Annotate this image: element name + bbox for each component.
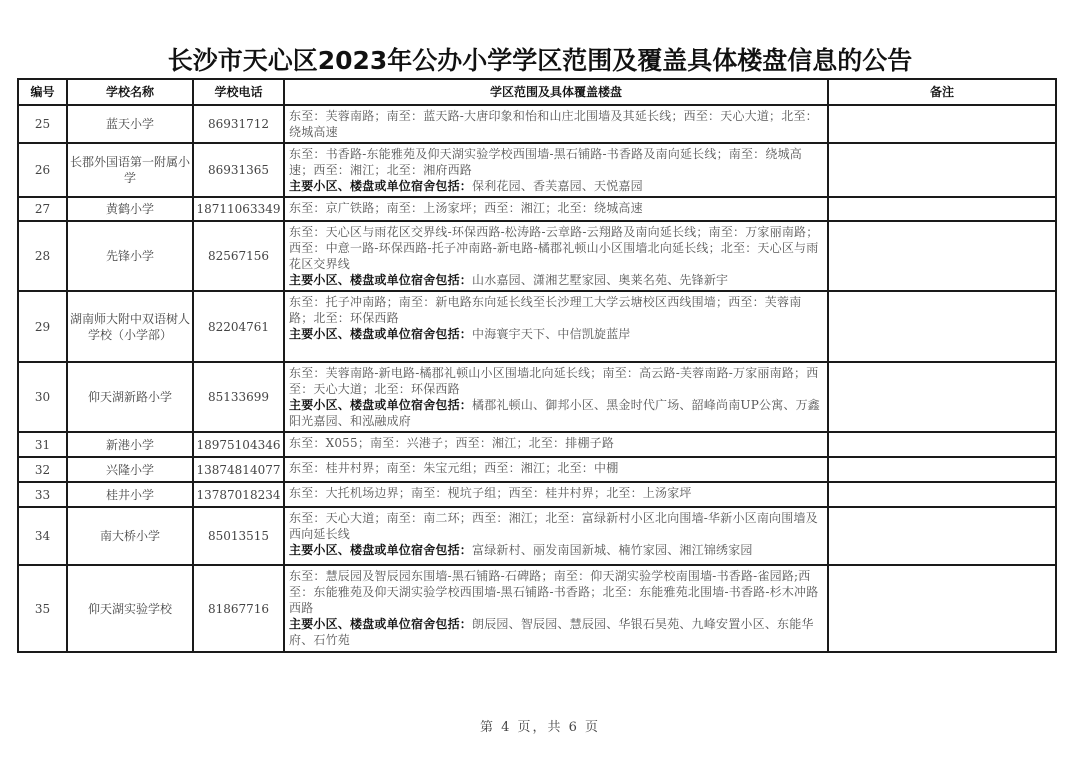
cell-no: 27 bbox=[18, 197, 67, 221]
cell-school-phone: 81867716 bbox=[193, 565, 284, 652]
estates-label: 主要小区、楼盘或单位宿舍包括： bbox=[289, 179, 473, 193]
cell-school-phone: 86931365 bbox=[193, 143, 284, 197]
cell-note bbox=[828, 482, 1056, 507]
table-row bbox=[18, 105, 1056, 143]
range-text: 东至：大托机场边界；南至：枧坑子组；西至：桂井村界；北至：上汤家坪 bbox=[289, 486, 692, 500]
estates-text: 富绿新村、丽发南国新城、楠竹家园、湘江锦绣家园 bbox=[472, 543, 753, 557]
estates-text: 中海寰宇天下、中信凯旋蓝岸 bbox=[472, 327, 631, 341]
cell-note bbox=[828, 362, 1056, 432]
cell-school-phone: 85133699 bbox=[193, 362, 284, 432]
school-district-table bbox=[17, 78, 1057, 653]
cell-school-name: 蓝天小学 bbox=[67, 105, 193, 143]
cell-school-name: 长郡外国语第一附属小学 bbox=[67, 143, 193, 197]
page-number: 第 4 页，共 6 页 bbox=[479, 720, 601, 735]
cell-district-range bbox=[284, 221, 828, 291]
cell-district-range bbox=[284, 362, 828, 432]
table-row bbox=[18, 362, 1056, 432]
cell-no: 28 bbox=[18, 221, 67, 291]
table-row bbox=[18, 507, 1056, 565]
range-text: 东至：天心大道；南至：南二环；西至：湘江；北至：富绿新村小区北向围墙-华新小区南向围墙及西向延长线 bbox=[289, 511, 818, 541]
cell-district-range bbox=[284, 105, 828, 143]
cell-note bbox=[828, 291, 1056, 362]
range-text: 东至：托子冲南路；南至：新电路东向延长线至长沙理工大学云塘校区西线围墙；西至：芙蓉南路；北至：环保西路 bbox=[289, 295, 802, 325]
cell-school-name: 兴隆小学 bbox=[67, 457, 193, 482]
cell-note bbox=[828, 457, 1056, 482]
cell-school-phone: 18711063349 bbox=[193, 197, 284, 221]
estates-label: 主要小区、楼盘或单位宿舍包括： bbox=[289, 327, 473, 341]
header-district-range: 学区范围及具体覆盖楼盘 bbox=[284, 79, 828, 105]
cell-note bbox=[828, 105, 1056, 143]
range-text: 东至：天心区与雨花区交界线-环保西路-松涛路-云章路-云翔路及南向延长线；南至：万家丽南路；西至：中意一路-环保西路-托子冲南路-新电路-橘郡礼顿山小区围墙北向延长线；北至：天心区与雨花区交界线 bbox=[289, 225, 819, 271]
table-row bbox=[18, 432, 1056, 457]
table-row bbox=[18, 457, 1056, 482]
range-text: 东至：X055；南至：兴港子；西至：湘江；北至：排棚子路 bbox=[289, 436, 615, 450]
cell-school-phone: 82567156 bbox=[193, 221, 284, 291]
cell-no: 35 bbox=[18, 565, 67, 652]
cell-district-range bbox=[284, 565, 828, 652]
cell-no: 32 bbox=[18, 457, 67, 482]
estates-label: 主要小区、楼盘或单位宿舍包括： bbox=[289, 398, 473, 412]
cell-no: 26 bbox=[18, 143, 67, 197]
cell-school-name: 仰天湖实验学校 bbox=[67, 565, 193, 652]
estates-label: 主要小区、楼盘或单位宿舍包括： bbox=[289, 543, 473, 557]
table-row bbox=[18, 143, 1056, 197]
cell-school-name: 湖南师大附中双语树人学校（小学部） bbox=[67, 291, 193, 362]
estates-label: 主要小区、楼盘或单位宿舍包括： bbox=[289, 617, 473, 631]
cell-note bbox=[828, 432, 1056, 457]
cell-school-phone: 13874814077 bbox=[193, 457, 284, 482]
header-note: 备注 bbox=[828, 79, 1056, 105]
cell-school-phone: 86931712 bbox=[193, 105, 284, 143]
cell-school-phone: 18975104346 bbox=[193, 432, 284, 457]
cell-school-name: 仰天湖新路小学 bbox=[67, 362, 193, 432]
cell-no: 29 bbox=[18, 291, 67, 362]
header-school-phone: 学校电话 bbox=[193, 79, 284, 105]
cell-note bbox=[828, 221, 1056, 291]
table-row bbox=[18, 482, 1056, 507]
estates-text: 朗辰园、智辰园、慧辰园、华银石昊苑、九峰安置小区、东能华府、石竹苑 bbox=[289, 617, 814, 647]
cell-school-name: 南大桥小学 bbox=[67, 507, 193, 565]
cell-district-range bbox=[284, 291, 828, 362]
estates-text: 山水嘉园、潇湘艺墅家园、奥莱名苑、先锋新宇 bbox=[472, 273, 729, 287]
cell-note bbox=[828, 565, 1056, 652]
estates-text: 保利花园、香芙嘉园、天悦嘉园 bbox=[472, 179, 643, 193]
table-header-row bbox=[18, 79, 1056, 105]
cell-district-range bbox=[284, 143, 828, 197]
estates-text: 橘郡礼顿山、御邦小区、黑金时代广场、韶峰尚南UP公寓、万鑫阳光嘉园、和泓融成府 bbox=[289, 398, 821, 428]
cell-district-range bbox=[284, 482, 828, 507]
cell-district-range bbox=[284, 457, 828, 482]
cell-district-range bbox=[284, 197, 828, 221]
page-title: 长沙市天心区2023年公办小学学区范围及覆盖具体楼盘信息的公告 bbox=[167, 46, 913, 75]
header-no: 编号 bbox=[18, 79, 67, 105]
cell-no: 30 bbox=[18, 362, 67, 432]
range-text: 东至：慧辰园及智辰园东围墙-黑石铺路-石碑路；南至：仰天湖实验学校南围墙-书香路-雀园路;西至：东能雅苑及仰天湖实验学校西围墙-黑石铺路-书香路；北至：东能雅苑北围墙-书香路-杉木冲路西路 bbox=[289, 569, 819, 615]
range-text: 东至：芙蓉南路；南至：蓝天路-大唐印象和怡和山庄北围墙及其延长线；西至：天心大道；北至：绕城高速 bbox=[289, 109, 818, 139]
cell-school-name: 新港小学 bbox=[67, 432, 193, 457]
header-school-name: 学校名称 bbox=[67, 79, 193, 105]
cell-note bbox=[828, 143, 1056, 197]
cell-district-range bbox=[284, 507, 828, 565]
estates-label: 主要小区、楼盘或单位宿舍包括： bbox=[289, 273, 473, 287]
cell-school-name: 先锋小学 bbox=[67, 221, 193, 291]
range-text: 东至：京广铁路；南至：上汤家坪；西至：湘江；北至：绕城高速 bbox=[289, 201, 643, 215]
cell-no: 33 bbox=[18, 482, 67, 507]
table-row bbox=[18, 197, 1056, 221]
table-row bbox=[18, 565, 1056, 652]
cell-school-name: 桂井小学 bbox=[67, 482, 193, 507]
cell-note bbox=[828, 507, 1056, 565]
cell-no: 31 bbox=[18, 432, 67, 457]
cell-school-phone: 85013515 bbox=[193, 507, 284, 565]
range-text: 东至：桂井村界；南至：朱宝元组；西至：湘江；北至：中棚 bbox=[289, 461, 619, 475]
cell-school-phone: 82204761 bbox=[193, 291, 284, 362]
cell-no: 34 bbox=[18, 507, 67, 565]
table-row bbox=[18, 291, 1056, 362]
range-text: 东至：书香路-东能雅苑及仰天湖实验学校西围墙-黑石铺路-书香路及南向延长线；南至：绕城高速；西至：湘江；北至：湘府西路 bbox=[289, 147, 802, 177]
cell-district-range bbox=[284, 432, 828, 457]
cell-note bbox=[828, 197, 1056, 221]
range-text: 东至：芙蓉南路-新电路-橘郡礼顿山小区围墙北向延长线；南至：高云路-芙蓉南路-万家丽南路；西至：天心大道；北至：环保西路 bbox=[289, 366, 819, 396]
cell-school-phone: 13787018234 bbox=[193, 482, 284, 507]
cell-school-name: 黄鹤小学 bbox=[67, 197, 193, 221]
cell-no: 25 bbox=[18, 105, 67, 143]
table-row bbox=[18, 221, 1056, 291]
